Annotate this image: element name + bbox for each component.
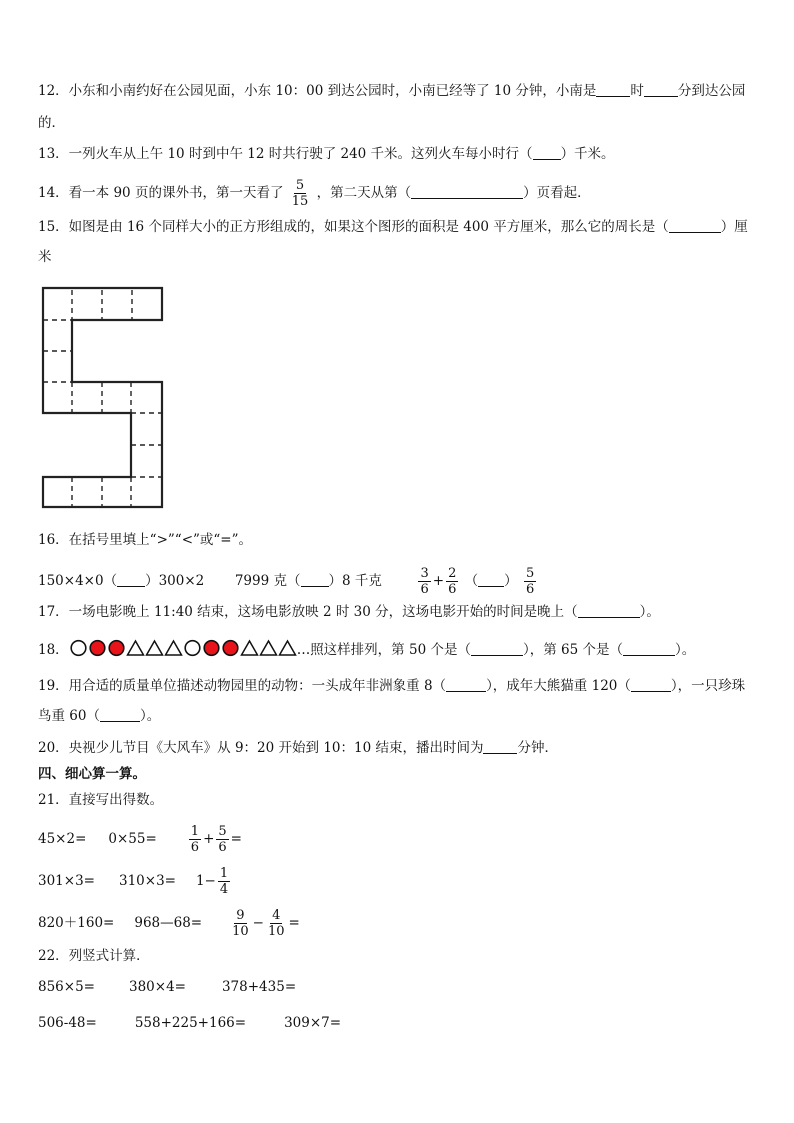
q14-text: 14．看一本 90 页的课外书，第一天看了 [38,185,284,201]
calc-item: 820＋160= [38,915,115,931]
q18-text: …照这样排列，第 50 个是（ [296,642,471,658]
q22-row-2 [38,1013,341,1033]
q14-end: ）页看起． [523,185,591,201]
paren-close: ） [504,573,518,589]
triangle-icon [164,639,183,657]
triangle-icon [126,639,145,657]
calc-item: 309×7= [284,1015,342,1031]
answer-blank[interactable] [478,572,504,587]
q16-item-a-right: ）300×2 [145,573,205,589]
fraction: $\frac{1}{4}$ [219,866,229,897]
fraction: $\frac{5}{6}$ [218,824,227,855]
calc-item: 0×55= [108,831,157,847]
q19-text: 19．用合适的质量单位描述动物园里的动物：一头成年非洲象重 8（ [38,678,447,694]
fraction: $\frac{1}{6}$ [190,824,200,855]
answer-blank[interactable] [644,82,678,97]
plus-sign: + [203,831,215,847]
answer-blank[interactable] [301,572,329,587]
q19-mid: ），成年大熊猫重 120（ [486,678,631,694]
question-13 [38,144,615,164]
calc-item: 310×3= [118,873,176,889]
answer-blank[interactable] [483,739,517,754]
q21-row-3 [38,908,300,939]
q16-title: 16．在括号里填上“>”“<”或“=”。 [38,532,253,548]
q14-mid: ，第二天从第（ [316,185,412,201]
fraction: $\frac{5}{6}$ [525,566,535,597]
q21-title: 21．直接写出得数。 [38,792,164,808]
answer-blank[interactable] [578,603,640,618]
q20-end: 分钟． [517,740,558,756]
answer-blank[interactable] [631,677,671,692]
q22-row-1 [38,977,296,997]
triangle-icon [259,639,278,657]
q18-label: 18． [38,642,69,658]
triangle-icon [145,639,164,657]
q16-item-b-right: ）8 千克 [328,573,382,589]
answer-blank[interactable] [446,677,486,692]
answer-blank[interactable] [471,641,523,656]
q16-item-a: 150×4×0（ [38,573,118,589]
question-14 [38,178,591,209]
answer-blank[interactable] [100,707,140,722]
triangle-icon [240,639,259,657]
fraction: $\frac{5}{15}$ [291,178,309,209]
q21-row-2 [38,866,232,897]
question-17 [38,602,660,622]
red-circle-icon [88,639,107,657]
paren-open: （ [464,573,479,589]
white-circle-icon [183,639,202,657]
q16-item-b: 7999 克（ [234,573,301,589]
calc-item: 1− [195,873,216,889]
q15-line2: 米 [38,249,52,265]
answer-blank[interactable] [596,82,630,97]
s-shape-figure [38,285,166,510]
q12-line2: 的． [38,115,65,131]
fraction: $\frac{9}{10}$ [232,908,249,939]
q20-text: 20．央视少儿节目《大风车》从 9：20 开始到 10：10 结束，播出时间为 [38,740,484,756]
q13-text: 13．一列火车从上午 10 时到中午 12 时共行驶了 240 千米。这列火车每小时行（ [38,146,533,162]
q12-text: 12．小东和小南约好在公园见面，小东 10：00 到达公园时，小南已经等了 10 分钟，小南是 [38,83,597,99]
fraction: $\frac{2}{6}$ [448,566,457,597]
q19-end: ），一只珍珠 [670,678,746,694]
question-16-items [38,566,538,597]
calc-item: 45×2= [38,831,87,847]
q19-line2 [38,706,160,726]
calc-item: 856×5= [38,979,95,995]
question-15 [38,217,748,237]
q12-end: 分到达公园 [677,83,746,99]
q19-line2-text: 鸟重 60（ [38,708,100,724]
q18-mid: ），第 65 个是（ [522,642,623,658]
answer-blank[interactable] [669,218,721,233]
calc-item: 380×4= [128,979,186,995]
red-circle-icon [202,639,221,657]
q17-text: 17．一场电影晚上 11:40 结束，这场电影放映 2 时 30 分，这场电影开始的时间是晚上（ [38,604,578,620]
red-circle-icon [221,639,240,657]
q19-line2-end: ）。 [139,708,161,724]
plus-sign: + [432,573,445,589]
question-12 [38,81,745,101]
calc-item: 506-48= [38,1015,97,1031]
q12-hour: 时 [630,83,644,99]
answer-blank[interactable] [533,145,561,160]
shape-sequence [69,639,297,657]
q15-end: ）厘 [720,219,748,235]
calc-item: 301×3= [38,873,95,889]
q13-end: ）千米。 [560,146,615,162]
question-19 [38,676,745,696]
fraction: $\frac{4}{10}$ [267,908,285,939]
equals-sign: = [230,831,242,847]
calc-item: 968—68= [134,915,203,931]
q17-end: ）。 [639,604,660,620]
section-title: 四、细心算一算。 [38,766,146,782]
minus-sign: − [252,915,264,931]
equals-sign: = [288,915,300,931]
triangle-icon [278,639,297,657]
q22-title: 22．列竖式计算． [38,948,150,964]
white-circle-icon [69,639,88,657]
calc-item: 378+435= [221,979,297,995]
q18-end: ）。 [674,642,696,658]
answer-blank[interactable] [623,641,675,656]
red-circle-icon [107,639,126,657]
question-18 [38,639,695,660]
answer-blank[interactable] [411,184,523,199]
answer-blank[interactable] [117,572,145,587]
question-20 [38,738,558,758]
q15-text: 15．如图是由 16 个同样大小的正方形组成的，如果这个图形的面积是 400 平方厘米，那么它的周长是（ [38,219,669,235]
q21-row-1 [38,824,242,855]
fraction: $\frac{3}{6}$ [420,566,429,597]
calc-item: 558+225+166= [134,1015,247,1031]
